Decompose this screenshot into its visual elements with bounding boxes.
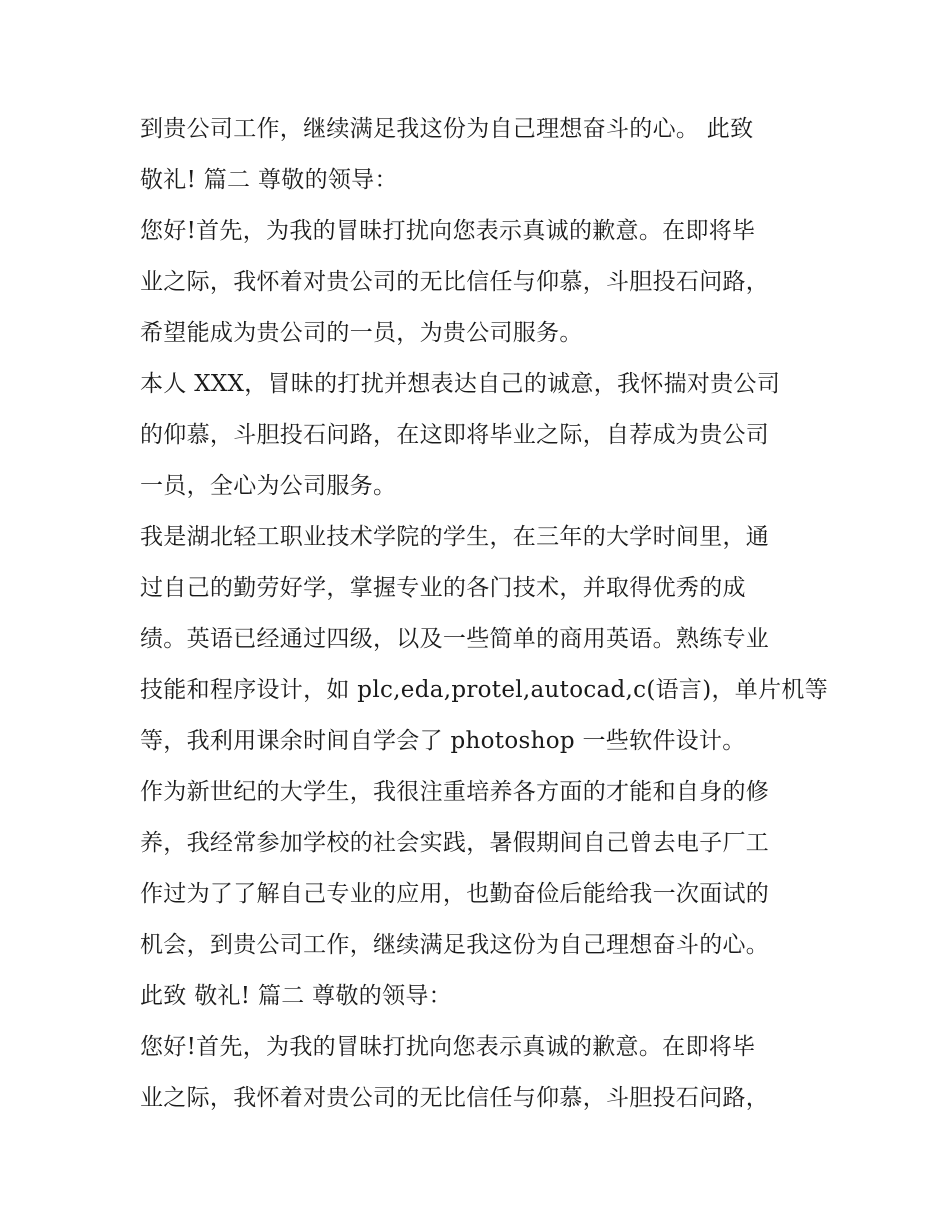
text-line: 一员，全心为公司服务。 xyxy=(140,473,397,499)
text-line: 您好!首先，为我的冒昧打扰向您表示真诚的歉意。在即将毕 xyxy=(140,1034,756,1060)
text-line: 业之际，我怀着对贵公司的无比信任与仰慕，斗胆投石问路， xyxy=(140,1085,770,1111)
text-line: 的仰慕，斗胆投石问路，在这即将毕业之际，自荐成为贵公司 xyxy=(140,422,770,448)
text-line: 作为新世纪的大学生，我很注重培养各方面的才能和自身的修 xyxy=(140,779,770,805)
document-body xyxy=(140,104,828,1124)
text-line: 我是湖北轻工职业技术学院的学生，在三年的大学时间里，通 xyxy=(140,524,770,550)
text-line: 敬礼! 篇二 尊敬的领导： xyxy=(140,167,398,193)
text-line: 此致 敬礼! 篇二 尊敬的领导： xyxy=(140,983,452,1009)
text-line: 希望能成为贵公司的一员，为贵公司服务。 xyxy=(140,320,583,346)
text-line: 您好!首先，为我的冒昧打扰向您表示真诚的歉意。在即将毕 xyxy=(140,218,756,244)
text-line: 机会，到贵公司工作，继续满足我这份为自己理想奋斗的心。 xyxy=(140,932,770,958)
text-line: 养，我经常参加学校的社会实践，暑假期间自己曾去电子厂工 xyxy=(140,830,770,856)
text-line: 业之际，我怀着对贵公司的无比信任与仰慕，斗胆投石问路， xyxy=(140,269,770,295)
text-line: 到贵公司工作，继续满足我这份为自己理想奋斗的心。 此致 xyxy=(140,116,754,142)
text-line: 绩。英语已经通过四级，以及一些简单的商用英语。熟练专业 xyxy=(140,626,770,652)
text-line: 过自己的勤劳好学，掌握专业的各门技术，并取得优秀的成 xyxy=(140,575,746,601)
text-line: 技能和程序设计，如 plc,eda,protel,autocad,c(语言)，单片机等 xyxy=(140,677,828,703)
text-line: 等，我利用课余时间自学会了 photoshop 一些软件设计。 xyxy=(140,728,746,754)
text-line: 本人 XXX，冒昧的打扰并想表达自己的诚意，我怀揣对贵公司 xyxy=(140,371,781,397)
text-line: 作过为了了解自己专业的应用，也勤奋俭后能给我一次面试的 xyxy=(140,881,770,907)
